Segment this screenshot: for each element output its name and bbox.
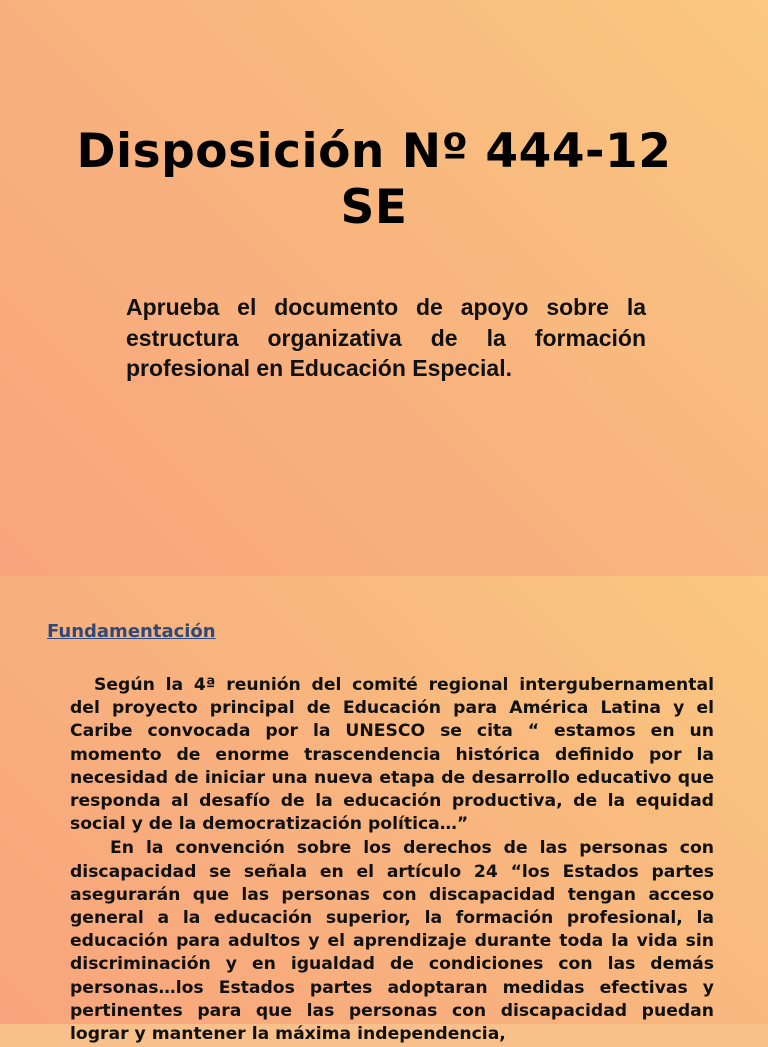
page-title bbox=[40, 124, 708, 236]
paragraph-unesco: Según la 4ª reunión del comité regional intergubernamental del proyecto principal de Educación para América Latina y el Caribe convocada por la UNESCO se cita “ estamos en un momento de enorme trascendencia histórica definido por la necesidad de iniciar una nueva etapa de desarrollo educativo que responda al desafío de la educación productiva, de la equidad social y de la democratización política…” bbox=[70, 675, 714, 835]
subtitle: Aprueba el documento de apoyo sobre la estructura organizativa de la formación profesional en Educación Especial. bbox=[126, 294, 646, 381]
section-heading: Fundamentación bbox=[47, 621, 216, 642]
slide-fundamentacion bbox=[0, 576, 768, 1045]
title-line-1: Disposición Nº 444-12 bbox=[76, 124, 672, 179]
body-text bbox=[70, 674, 714, 1047]
title-line-2: SE bbox=[340, 180, 408, 235]
paragraph-convention: En la convención sobre los derechos de las personas con discapacidad se señala en el artículo 24 “los Estados partes asegurarán que las personas con discapacidad tengan acceso general a la educación superior, la formación profesional, la educación para adultos y el aprendizaje durante toda la vida sin discriminación y en igualdad de condiciones con las demás personas…los Estados partes adoptaran medidas efectivas y pertinentes para que las personas con discapacidad puedan lograr y mantener la máxima independencia, bbox=[70, 838, 714, 1045]
